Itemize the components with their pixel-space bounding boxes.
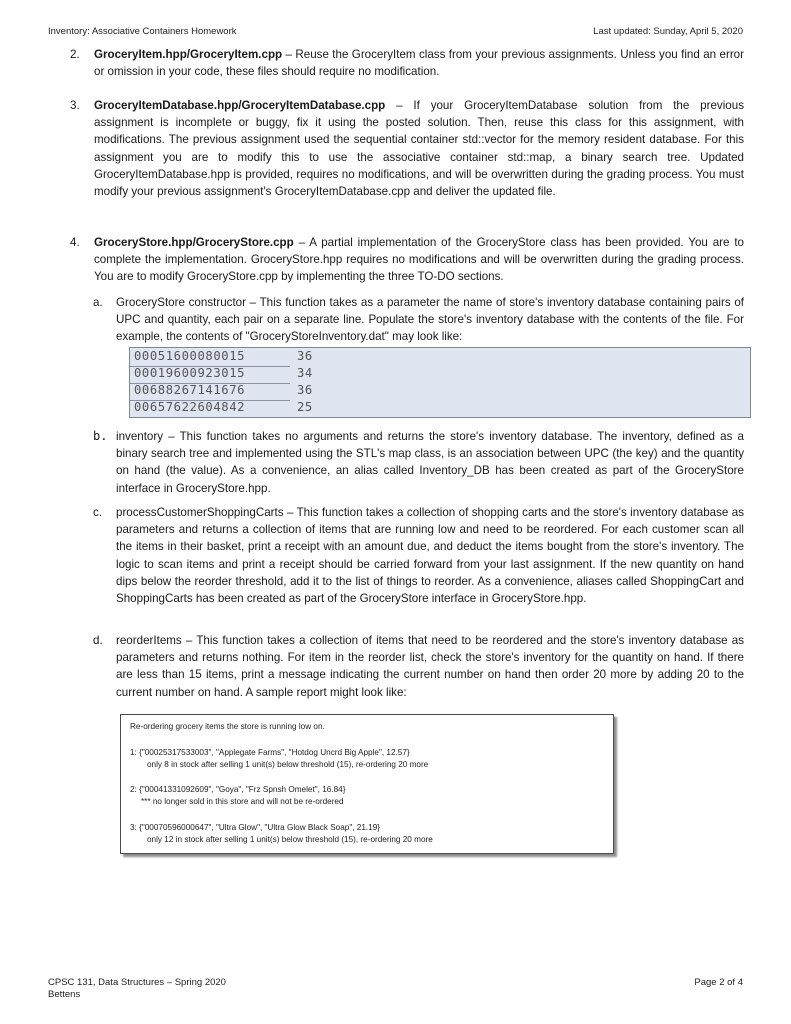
report-entry-line: 1: {"00025317533003", "Applegate Farms", "Hotdog Uncrd Big Apple", 12.57} (130, 748, 410, 757)
header-updated-date: Last updated: Sunday, April 5, 2020 (593, 26, 743, 37)
report-heading: Re-ordering grocery items the store is running low on. (130, 722, 325, 731)
page-footer (48, 977, 743, 1001)
section-item-3 (70, 97, 744, 200)
inventory-upc: 00051600080015 (134, 349, 246, 363)
report-entry-detail: only 8 in stock after selling 1 unit(s) below threshold (15), re-ordering 20 more (147, 760, 429, 769)
item-title: GroceryItemDatabase.hpp/GroceryItemDatabase.cpp (94, 99, 386, 112)
subitem-letter: b. (93, 429, 108, 443)
item-title: GroceryStore.hpp/GroceryStore.cpp (94, 236, 294, 249)
inventory-quantity: 36 (297, 349, 313, 363)
item-text: – A partial implementation of the GroceryStore class has been provided. You are to complete the implementation. GroceryStore.hpp requires no modifications and will be overwritten during the grading process. You are to modify GroceryStore.cpp by implementing the three TO-DO sections. (94, 236, 744, 284)
subitem-letter: a. (93, 296, 103, 309)
subitem-constructor (93, 294, 744, 346)
inventory-quantity: 25 (297, 400, 313, 414)
subitem-inventory (93, 428, 744, 497)
subitem-letter: d. (93, 634, 103, 647)
section-item-4 (70, 234, 744, 286)
inventory-file-sample (129, 347, 751, 418)
footer-page-number: Page 2 of 4 (694, 977, 743, 988)
report-entry-line: 2: {"00041331092609", "Goya", "Frz Spnsh Omelet", 16.84} (130, 785, 346, 794)
subitem-text: inventory – This function takes no arguments and returns the store's inventory database. The inventory, defined as a binary search tree and implemented using the STL's map class, is an association between UPC (the key) and the quantity on hand (the value). As a convenience, an alias called Inventory_DB has been created as part of the GroceryStore interface in GroceryStore.hpp. (116, 430, 744, 495)
subitem-reorder-items (93, 632, 744, 701)
inventory-upc: 00657622604842 (134, 400, 246, 414)
sample-reorder-report (120, 714, 614, 854)
report-entry-detail: *** no longer sold in this store and will not be re-ordered (141, 797, 344, 806)
inventory-quantity: 36 (297, 383, 313, 397)
subitem-text: processCustomerShoppingCarts – This function takes a collection of shopping carts and the store's inventory database as parameters and returns a collection of items that are running low and need to be reordered. For each customer scan all the items in their basket, print a receipt with an amount due, and deduct the items bought from the store's inventory. The logic to scan items and print a receipt should be carried forward from your last assignment. If the new quantity on hand dips below the reorder threshold, add it to the list of things to reorder. As a convenience, aliases called ShoppingCart and ShoppingCarts has been created as part of the GroceryStore interface in GroceryStore.hpp. (116, 506, 744, 606)
item-text: – Reuse the GroceryItem class from your previous assignments. Unless you find an error or omission in your code, these files should require no modification. (94, 48, 744, 79)
subitem-text: GroceryStore constructor – This function takes as a parameter the name of store's inventory database containing pairs of UPC and quantity, each pair on a separate line. Populate the store's inventory database with the contents of the file. For example, the contents of "GroceryStoreInventory.dat" may look like: (116, 296, 744, 344)
inventory-upc: 00019600923015 (134, 366, 246, 380)
section-item-2 (70, 46, 744, 80)
subitem-text: reorderItems – This function takes a collection of items that need to be reordered and the store's inventory database as parameters and returns nothing. For item in the reorder list, check the store's inventory for the quantity on hand. If there are less than 15 items, print a message indicating the current number on hand then order 20 more by adding 20 to the current number on hand. A sample report might look like: (116, 634, 744, 699)
header-title: Inventory: Associative Containers Homework (48, 26, 237, 37)
inventory-quantity: 34 (297, 366, 313, 380)
page-header (48, 26, 743, 40)
report-entry-line: 3: {"00070596000647", "Ultra Glow", "Ultra Glow Black Soap", 21.19} (130, 823, 381, 832)
inventory-upc: 00688267141676 (134, 383, 246, 397)
item-number: 4. (70, 236, 80, 249)
footer-course: CPSC 131, Data Structures – Spring 2020 (48, 977, 226, 988)
footer-author: Bettens (48, 989, 81, 1000)
subitem-process-carts (93, 504, 744, 607)
subitem-letter: c. (93, 506, 103, 519)
item-number: 2. (70, 48, 80, 61)
item-number: 3. (70, 99, 80, 112)
item-text: – If your GroceryItemDatabase solution from the previous assignment is incomplete or buggy, fix it using the posted solution. Then, reuse this class for this assignment, with modifications. The previous assignment used the sequential container std::vector for the memory resident database. For this assignment you are to modify this to use the associative container std::map, a binary search tree. Updated GroceryItemDatabase.hpp is provided, requires no modifications, and will be overwritten during the grading process. You must modify your previous assignment's GroceryItemDatabase.cpp and deliver the updated file. (94, 99, 744, 199)
report-entry-detail: only 12 in stock after selling 1 unit(s) below threshold (15), re-ordering 20 more (147, 835, 433, 844)
item-title: GroceryItem.hpp/GroceryItem.cpp (94, 48, 283, 61)
